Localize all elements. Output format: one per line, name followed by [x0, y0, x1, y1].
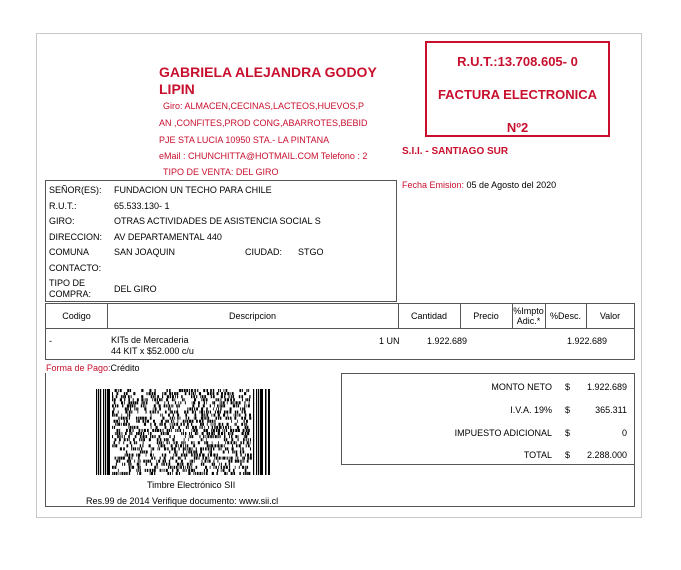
issuer-sale-type: TIPO DE VENTA: DEL GIRO	[163, 167, 279, 177]
payment-method	[46, 363, 140, 373]
senor-value: FUNDACION UN TECHO PARA CHILE	[114, 185, 272, 195]
row-codigo: -	[49, 336, 52, 346]
pdf417-barcode-image	[96, 389, 270, 475]
direccion-label: DIRECCION:	[49, 232, 103, 242]
comuna-value: SAN JOAQUIN	[114, 247, 176, 257]
totals-box	[341, 373, 635, 465]
payment-value: Crédito	[110, 363, 140, 373]
document-rut: R.U.T.:13.708.605- 0	[457, 54, 578, 69]
table-row	[45, 329, 635, 360]
col-cantidad: Cantidad	[398, 304, 461, 328]
document-type: FACTURA ELECTRONICA	[437, 87, 598, 102]
col-impto	[512, 304, 546, 328]
total-label: TOTAL	[523, 450, 552, 460]
contacto-label: CONTACTO:	[49, 263, 102, 273]
col-precio: Precio	[460, 304, 513, 328]
client-box	[45, 180, 397, 302]
adicional-currency: $	[565, 428, 571, 438]
iva-label: I.V.A. 19%	[510, 405, 552, 415]
direccion-value: AV DEPARTAMENTAL 440	[114, 232, 222, 242]
neto-label: MONTO NETO	[491, 382, 552, 392]
tipo-compra-label-2: COMPRA:	[49, 289, 92, 299]
row-cantidad: 1 UN	[379, 336, 400, 346]
adicional-label: IMPUESTO ADICIONAL	[454, 428, 552, 438]
stamp-verify: Res.99 de 2014 Verifique documento: www.sii.cl	[86, 496, 279, 506]
col-descripcion: Descripcion	[107, 304, 399, 328]
issuer-giro-line1: Giro: ALMACEN,CECINAS,LACTEOS,HUEVOS,P	[163, 101, 365, 111]
total-currency: $	[565, 450, 571, 460]
payment-label: Forma de Pago:	[46, 363, 111, 373]
col-impto-line1: %Impto	[513, 306, 544, 316]
row-desc-line1: KITs de Mercaderia	[111, 335, 189, 345]
row-precio: 1.922.689	[427, 336, 468, 346]
col-codigo: Codigo	[46, 304, 108, 328]
tipo-compra-label-1: TIPO DE	[49, 278, 86, 288]
document-number: Nº2	[506, 120, 529, 135]
adicional-value: 0	[621, 428, 627, 438]
ciudad-value: STGO	[298, 247, 324, 257]
issue-date-value: 05 de Agosto del 2020	[466, 180, 557, 190]
senor-label: SEÑOR(ES):	[49, 185, 102, 195]
client-giro-label: GIRO:	[49, 216, 75, 226]
issuer-giro-line2: AN ,CONFITES,PROD CONG,ABARROTES,BEBID	[159, 118, 368, 128]
issue-date-label: Fecha Emision:	[402, 180, 465, 190]
client-rut-value: 65.533.130- 1	[114, 201, 170, 211]
neto-value: 1.922.689	[586, 382, 627, 392]
rut-box	[425, 41, 610, 137]
ciudad-label: CIUDAD:	[245, 247, 283, 257]
col-impto-line2: Adic.*	[516, 316, 541, 326]
row-desc-line2: 44 KIT x $52.000 c/u	[111, 346, 194, 356]
issue-date	[402, 180, 556, 190]
col-desc: %Desc.	[545, 304, 587, 328]
client-giro-value: OTRAS ACTIVIDADES DE ASISTENCIA SOCIAL S	[114, 216, 321, 226]
issuer-contact: eMail : CHUNCHITTA@HOTMAIL.COM Telefono : 2	[159, 151, 368, 161]
stamp-caption: Timbre Electrónico SII	[147, 480, 236, 490]
col-valor: Valor	[599, 311, 621, 321]
comuna-label: COMUNA	[49, 247, 89, 257]
neto-currency: $	[565, 382, 571, 392]
tipo-compra-value: DEL GIRO	[114, 284, 157, 294]
issuer-address: PJE STA LUCIA 10950 STA.- LA PINTANA	[159, 135, 330, 145]
client-rut-label: R.U.T.:	[49, 201, 77, 211]
items-table-header	[45, 303, 635, 329]
total-value: 2.288.000	[586, 450, 627, 460]
sii-office: S.I.I. - SANTIAGO SUR	[402, 146, 509, 157]
iva-value: 365.311	[595, 405, 627, 415]
issuer-name: GABRIELA ALEJANDRA GODOY LIPIN	[159, 64, 377, 97]
iva-currency: $	[565, 405, 571, 415]
row-valor: 1.922.689	[567, 336, 608, 346]
